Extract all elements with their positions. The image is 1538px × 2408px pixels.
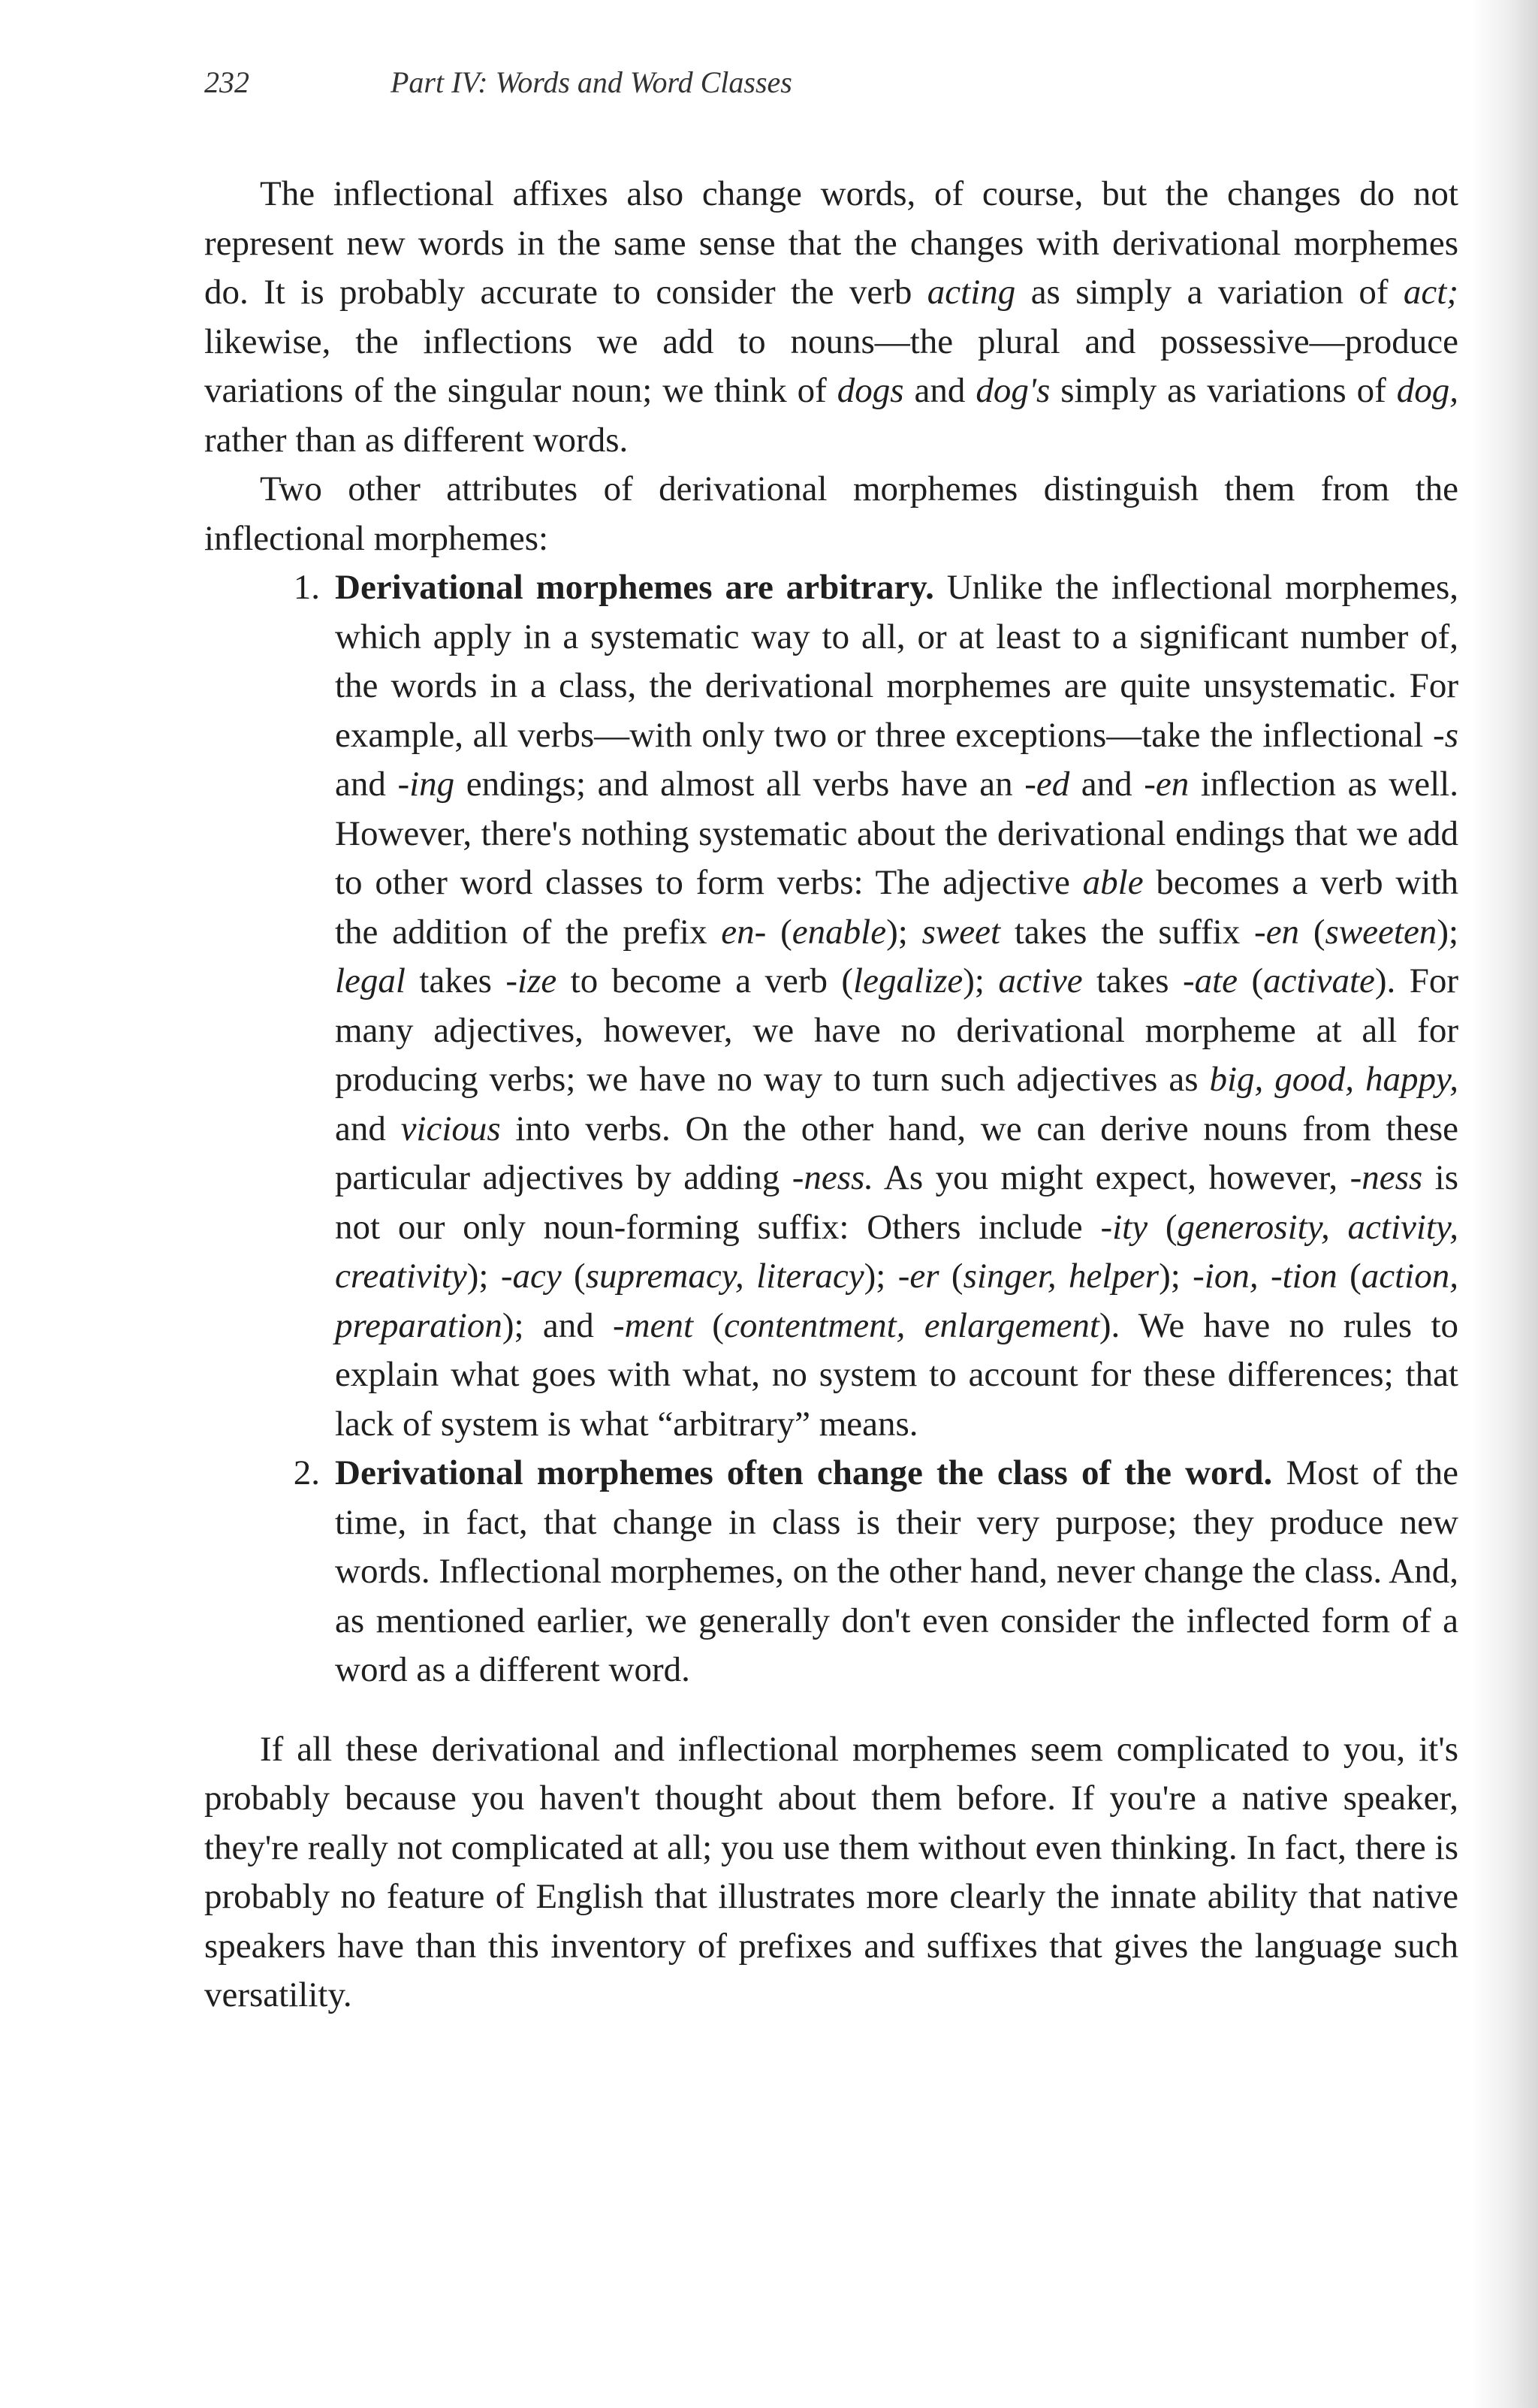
term-dogs: dogs [837, 371, 904, 410]
list-item-lead: Derivational morphemes often change the class of the word. [335, 1453, 1273, 1492]
term-act: act; [1403, 273, 1458, 312]
attributes-list [204, 563, 1458, 1695]
list-item-lead: Derivational morphemes are arbitrary. [335, 568, 934, 607]
paragraph-native-speakers: If all these derivational and inflectional morphemes seem complicated to you, it's probably because you haven't thought about them before. If you're a native speaker, they're really not complicated at all; you use them without even thinking. In fact, there is probably no feature of English that illustrates more clearly the innate ability that native speakers have than this inventory of prefixes and suffixes that gives the language such versatility. [204, 1729, 1458, 2014]
list-item-number: 2. [293, 1453, 320, 1492]
term-acting: acting [927, 273, 1016, 312]
term-dogs-possessive: dog's [976, 371, 1051, 410]
paragraph-two-attributes: Two other attributes of derivational morphemes distinguish them from the inflectional morphemes: [204, 469, 1458, 558]
list-item-arbitrary: 1. Derivational morphemes are arbitrary. Unlike the inflectional morphemes, which apply in a systematic way to all, or at least to a significant number of, the words in a class, the derivational morphemes are quite unsystematic. For example, all verbs—with only two or three exceptions—take the inflectional -s and -ing endings; and almost all verbs have an -ed and -en inflection as well. However, there's nothing systematic about the derivational endings that we add to other word classes to form verbs: The adjective able becomes a verb with the addition of the prefix en- (enable); sweet takes the suffix -en (sweeten); legal takes -ize to become a verb (legalize); active takes -ate (activate). For many adjectives, however, we have no derivational morpheme at all for producing verbs; we have no way to turn such adjectives as big, good, happy, and vicious into verbs. On the other hand, we can derive nouns from these particular adjectives by adding -ness. As you might expect, however, -ness is not our only noun-forming suffix: Others include -ity (generosity, activity, creativity); -acy (supremacy, literacy); -er (singer, helper); -ion, -tion (action, preparation); and -ment (contentment, enlargement). We have no rules to explain what goes with what, no system to account for these differences; that lack of system is what “arbitrary” means. [335, 563, 1458, 1449]
paragraph-inflectional-affixes: The inflectional affixes also change words, of course, but the changes do not represent new words in the same sense that the changes with derivational morphemes do. It is probably accurate to consider the verb acting as simply a variation of act; likewise, the inflections we add to nouns—the plural and possessive—produce variations of the singular noun; we think of dogs and dog's simply as variations of dog, rather than as different words. [204, 174, 1458, 460]
running-head [204, 60, 1458, 105]
list-item-change-class: 2. Derivational morphemes often change the class of the word. Most of the time, in fact, that change in class is their very purpose; they produce new words. Inflectional morphemes, on the other hand, never change the class. And, as mentioned earlier, we generally don't even consider the inflected form of a word as a different word. [335, 1449, 1458, 1695]
book-page [204, 60, 1458, 2020]
page-number: 232 [204, 65, 249, 99]
term-dog: dog, [1396, 371, 1458, 410]
list-item-number: 1. [293, 568, 320, 607]
part-title: Part IV: Words and Word Classes [391, 65, 792, 99]
page-edge-shadow [1470, 0, 1538, 2408]
